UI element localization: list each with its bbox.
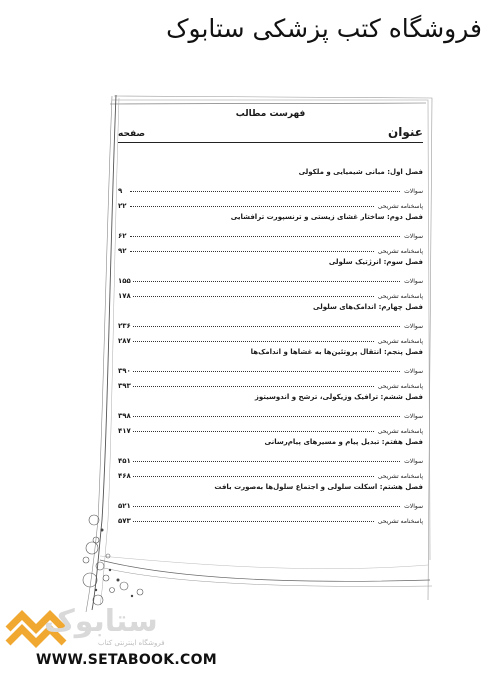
questions-row — [118, 405, 423, 420]
answers-row — [118, 510, 423, 525]
logo-tagline: فروشگاه اینترنتی کتاب — [98, 639, 165, 647]
chapter-title: فصل پنجم: انتقال پروتئین‌ها به غشاها و اندامک‌ها — [250, 348, 423, 356]
questions-page-number: ۹ — [118, 187, 123, 195]
chapter-title: فصل هشتم: اسکلت سلولی و اجتماع سلول‌ها به‌صورت بافت — [214, 483, 423, 491]
header-divider — [118, 142, 423, 143]
questions-label: سوالات — [404, 458, 423, 465]
questions-label: سوالات — [404, 278, 423, 285]
answers-label: پاسخنامه تشریحی — [377, 428, 423, 435]
chapter-entry — [118, 345, 423, 390]
logo-wordmark: ستابوک — [44, 604, 158, 639]
chapter-entry — [118, 210, 423, 255]
answers-row — [118, 420, 423, 435]
dot-leader — [133, 341, 374, 342]
questions-label: سوالات — [404, 323, 423, 330]
website-url: WWW.SETABOOK.COM — [36, 652, 217, 668]
dot-leader — [133, 296, 374, 297]
dot-leader — [130, 251, 374, 252]
chapter-title: فصل چهارم: اندامک‌های سلولی — [312, 303, 423, 311]
chapter-title: فصل دوم: ساختار غشای زیستی و ترنسپورت ترافشایی — [230, 213, 423, 221]
store-title: فروشگاه کتب پزشکی ستابوک — [166, 14, 482, 43]
questions-page-number: ۵۲۱ — [118, 502, 131, 510]
table-of-contents — [118, 109, 423, 525]
questions-row — [118, 270, 423, 285]
chapter-title: فصل سوم: انرژتیک سلولی — [328, 258, 423, 266]
answers-label: پاسخنامه تشریحی — [377, 203, 423, 210]
questions-page-number: ۱۵۵ — [118, 277, 131, 285]
answers-page-number: ۴۱۷ — [118, 427, 131, 435]
dot-leader — [133, 416, 400, 417]
chapter-title: فصل هفتم: تبدیل پیام و مسیرهای پیام‌رسانی — [264, 438, 423, 446]
questions-page-number: ۶۲ — [118, 232, 127, 240]
questions-row — [118, 180, 423, 195]
answers-label: پاسخنامه تشریحی — [377, 473, 423, 480]
answers-page-number: ۳۹۳ — [118, 382, 131, 390]
answers-label: پاسخنامه تشریحی — [377, 338, 423, 345]
dot-leader — [133, 386, 374, 387]
setabook-logo — [0, 595, 260, 655]
column-subject: عنوان — [388, 125, 423, 139]
questions-label: سوالات — [404, 188, 423, 195]
answers-page-number: ۱۷۸ — [118, 292, 131, 300]
answers-label: پاسخنامه تشریحی — [377, 248, 423, 255]
answers-page-number: ۹۲ — [118, 247, 127, 255]
dot-leader — [130, 236, 400, 237]
questions-label: سوالات — [404, 233, 423, 240]
chapter-entry — [118, 165, 423, 210]
chapter-title: فصل اول: مبانی شیمیایی و ملکولی — [298, 168, 423, 176]
answers-row — [118, 195, 423, 210]
dot-leader — [133, 281, 400, 282]
answers-row — [118, 330, 423, 345]
answers-row — [118, 375, 423, 390]
dot-leader — [133, 521, 374, 522]
questions-label: سوالات — [404, 368, 423, 375]
dot-leader — [133, 431, 374, 432]
questions-page-number: ۳۹۸ — [118, 412, 131, 420]
dot-leader — [130, 191, 400, 192]
chapter-entry — [118, 390, 423, 435]
chapter-entry — [118, 435, 423, 480]
chapter-title: فصل ششم: ترافیک وزیکولی، ترشح و اندوسیتوز — [254, 393, 423, 401]
dot-leader — [133, 371, 400, 372]
questions-page-number: ۴۵۱ — [118, 457, 131, 465]
questions-page-number: ۳۹۰ — [118, 367, 131, 375]
questions-label: سوالات — [404, 503, 423, 510]
questions-row — [118, 360, 423, 375]
dot-leader — [133, 461, 400, 462]
answers-page-number: ۴۶۸ — [118, 472, 131, 480]
answers-page-number: ۵۷۳ — [118, 517, 131, 525]
chapter-list — [118, 165, 423, 525]
dot-leader — [133, 476, 374, 477]
chapter-entry — [118, 480, 423, 525]
questions-row — [118, 315, 423, 330]
dot-leader — [133, 506, 400, 507]
chapter-entry — [118, 300, 423, 345]
questions-label: سوالات — [404, 413, 423, 420]
answers-row — [118, 285, 423, 300]
answers-label: پاسخنامه تشریحی — [377, 383, 423, 390]
answers-row — [118, 465, 423, 480]
column-page: صفحه — [118, 129, 146, 139]
answers-label: پاسخنامه تشریحی — [377, 293, 423, 300]
toc-heading: فهرست مطالب — [235, 109, 306, 119]
questions-row — [118, 495, 423, 510]
answers-row — [118, 240, 423, 255]
questions-page-number: ۲۳۶ — [118, 322, 131, 330]
questions-row — [118, 225, 423, 240]
questions-row — [118, 450, 423, 465]
answers-page-number: ۲۸۷ — [118, 337, 131, 345]
dot-leader — [133, 326, 400, 327]
dot-leader — [130, 206, 374, 207]
toc-column-headers — [118, 125, 423, 139]
answers-page-number: ۲۲ — [118, 202, 127, 210]
chapter-entry — [118, 255, 423, 300]
answers-label: پاسخنامه تشریحی — [377, 518, 423, 525]
